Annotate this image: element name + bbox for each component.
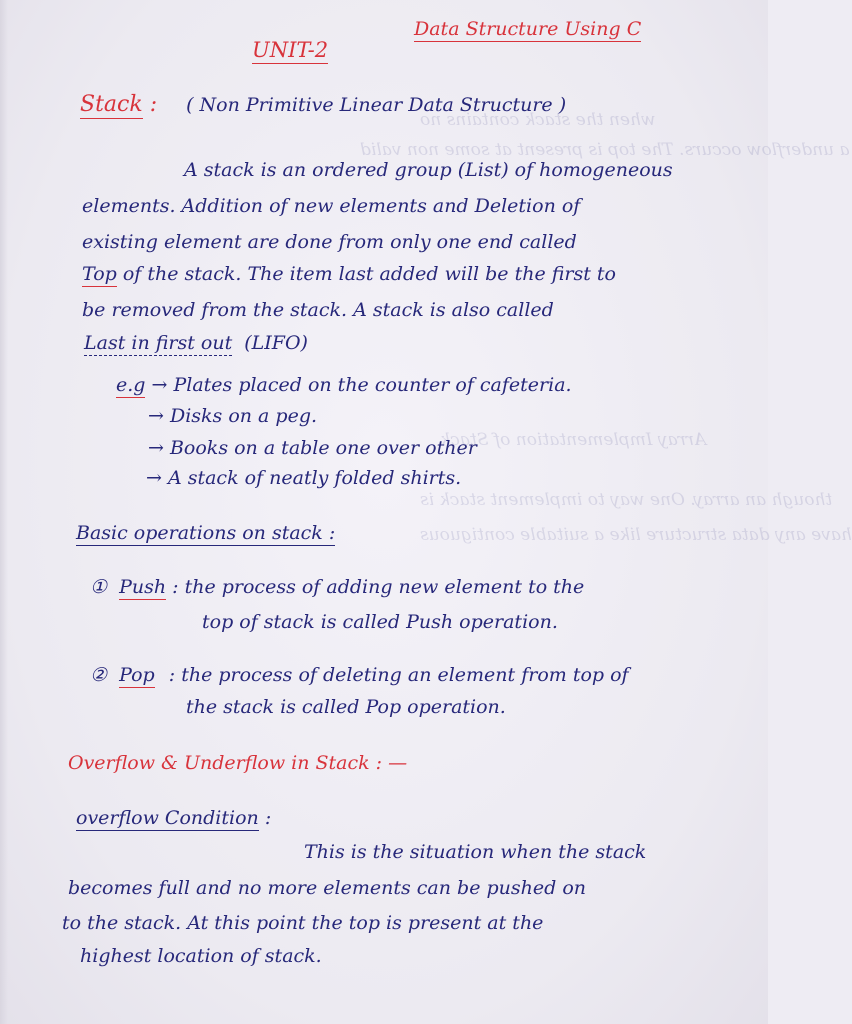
definition-line-1: A stack is an ordered group (List) of homogeneous — [184, 159, 673, 181]
overflow-line-3: to the stack. At this point the top is present at the — [62, 912, 544, 934]
stack-subtitle: ( Non Primitive Linear Data Structure ) — [186, 94, 567, 116]
lifo-line — [84, 331, 308, 355]
basic-ops-heading: Basic operations on stack : — [76, 522, 336, 544]
definition-line-4: Top of the stack. The item last added will be the first to — [82, 263, 616, 285]
pop-number: ② — [90, 664, 108, 686]
lifo-abbr: (LIFO) — [244, 332, 308, 354]
pop-line-1: ② Pop : the process of deleting an element from top of — [90, 664, 629, 686]
course-title: Data Structure Using C — [414, 18, 642, 40]
bleed-through-text: though an array. One way to implement stack is — [420, 490, 833, 510]
definition-line-3: existing element are done from only one end called — [82, 231, 577, 253]
overflow-line-2: becomes full and no more elements can be pushed on — [68, 877, 586, 899]
overflow-condition: overflow Condition : — [76, 807, 272, 829]
push-line-1: ① Push : the process of adding new element to the — [90, 576, 585, 598]
top-term: Top — [82, 263, 117, 285]
example-4: → A stack of neatly folded shirts. — [146, 467, 462, 489]
stack-heading: Stack : ( Non Primitive Linear Data Structure ) — [80, 92, 567, 117]
overflow-line-1: This is the situation when the stack — [304, 841, 647, 863]
definition-line-5: be removed from the stack. A stack is also called — [82, 299, 554, 321]
example-label: e.g — [116, 374, 146, 396]
bleed-through-text: have any data structure like a suitable contiguous — [420, 525, 852, 545]
definition-line-2: elements. Addition of new elements and Deletion of — [82, 195, 581, 217]
paper-edge — [0, 0, 8, 1024]
overflow-condition-term: overflow Condition — [76, 807, 259, 829]
lifo-term: Last in first out — [84, 332, 233, 354]
unit-title: UNIT-2 — [252, 38, 329, 62]
overflow-line-4: highest location of stack. — [80, 945, 322, 967]
bleed-through-text: Array Implementation of Stack — [440, 430, 707, 450]
push-line-2: top of stack is called Push operation. — [202, 611, 558, 633]
push-term: Push — [119, 576, 167, 598]
bleed-through-text: when the stack contains no — [420, 110, 656, 130]
pop-line-2: the stack is called Pop operation. — [186, 696, 506, 718]
example-1: e.g → Plates placed on the counter of cafeteria. — [116, 374, 572, 396]
pop-term: Pop — [119, 664, 155, 686]
stack-title-word: Stack — [80, 92, 143, 117]
bleed-through-text: a underflow occurs. The top is present at some non valid — [360, 140, 850, 160]
overflow-heading: Overflow & Underflow in Stack : — — [68, 752, 408, 774]
example-3: → Books on a table one over other — [148, 437, 477, 459]
push-number: ① — [90, 576, 108, 598]
example-2: → Disks on a peg. — [148, 405, 318, 427]
